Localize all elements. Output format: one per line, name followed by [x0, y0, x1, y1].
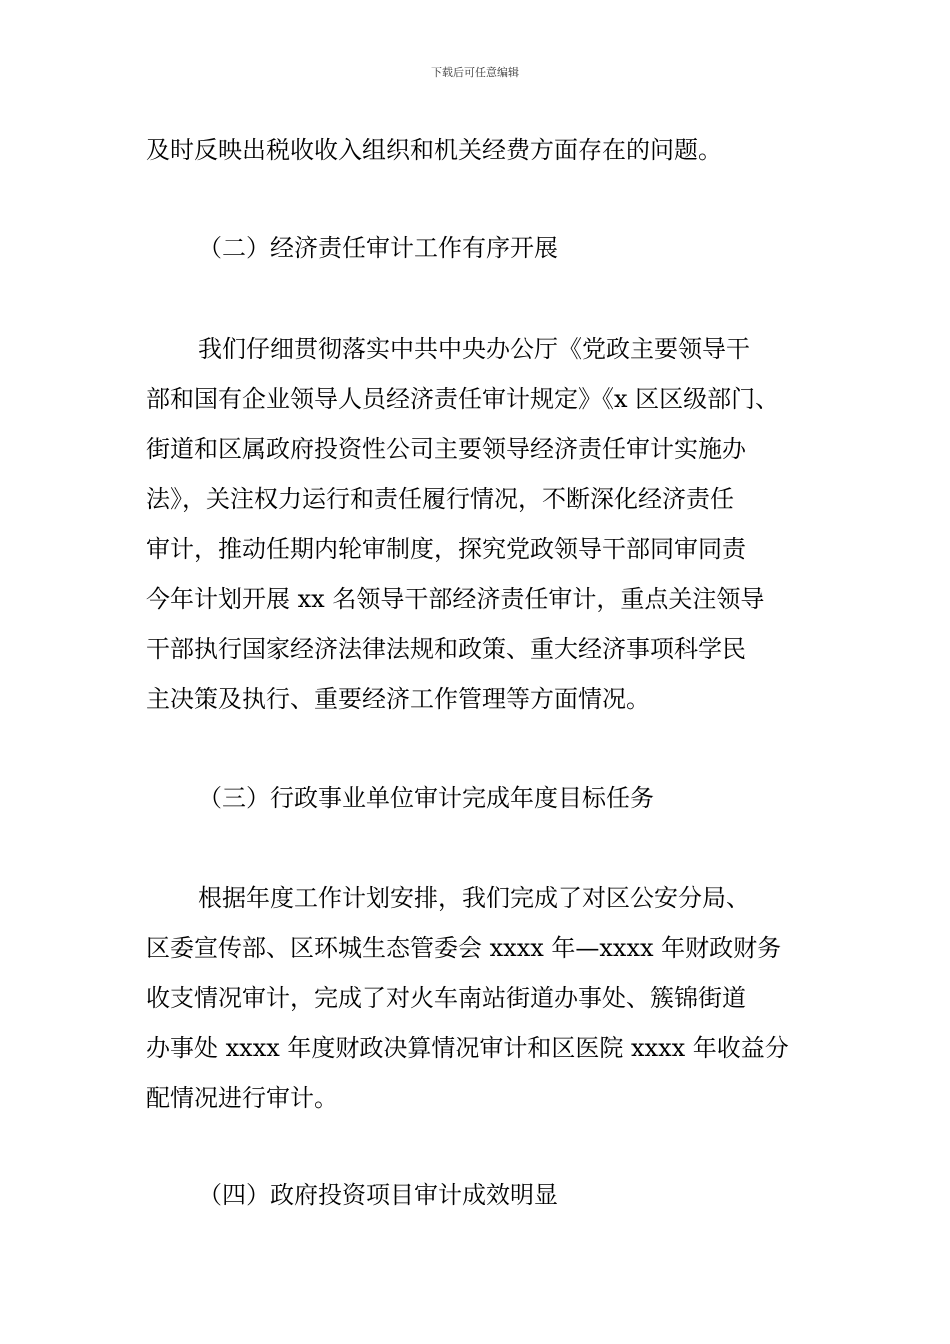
paragraph-line: 干部执行国家经济法律法规和政策、重大经济事项科学民	[146, 635, 746, 663]
paragraph-line: 配情况进行审计。	[146, 1084, 338, 1112]
section-heading-4: （四）政府投资项目审计成效明显	[198, 1181, 558, 1209]
paragraph-line: 部和国有企业领导人员经济责任审计规定》《x 区区级部门、	[146, 385, 780, 413]
paragraph-line: 根据年度工作计划安排，我们完成了对区公安分局、	[198, 884, 750, 912]
paragraph-line: 区委宣传部、区环城生态管委会 xxxx 年—xxxx 年财政财务	[146, 934, 782, 962]
paragraph-line: 主决策及执行、重要经济工作管理等方面情况。	[146, 685, 650, 713]
paragraph-line: 办事处 xxxx 年度财政决算情况审计和区医院 xxxx 年收益分	[146, 1034, 789, 1062]
paragraph-line: 我们仔细贯彻落实中共中央办公厅《党政主要领导干	[198, 335, 750, 363]
paragraph-line: 收支情况审计，完成了对火车南站街道办事处、簇锦街道	[146, 984, 746, 1012]
paragraph-line: 今年计划开展 xx 名领导干部经济责任审计，重点关注领导	[146, 585, 765, 613]
section-heading-2: （二）经济责任审计工作有序开展	[198, 234, 558, 262]
paragraph-line: 法》，关注权力运行和责任履行情况，不断深化经济责任	[146, 485, 734, 513]
paragraph-line: 审计，推动任期内轮审制度，探究党政领导干部同审同责	[146, 535, 746, 563]
paragraph-line: 及时反映出税收收入组织和机关经费方面存在的问题。	[146, 136, 722, 164]
page-header-note: 下载后可任意编辑	[431, 66, 519, 79]
paragraph-line: 街道和区属政府投资性公司主要领导经济责任审计实施办	[146, 435, 746, 463]
section-heading-3: （三）行政事业单位审计完成年度目标任务	[198, 784, 654, 812]
